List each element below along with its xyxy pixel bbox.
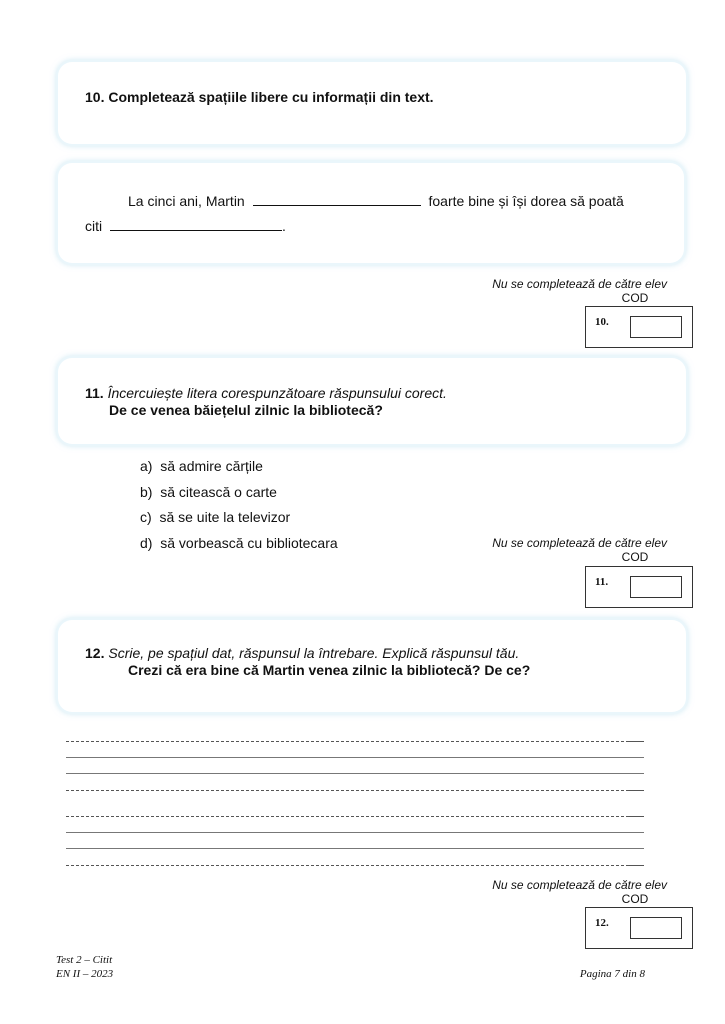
option-d[interactable] <box>140 535 338 551</box>
score-box-11-field[interactable] <box>630 576 682 598</box>
question-11-instruction: Încercuiește litera corespunzătoare răspunsului corect. <box>107 385 447 401</box>
question-10-sentence-part2: foarte bine și își dorea să poată <box>428 193 624 209</box>
answer-line-8[interactable] <box>66 865 644 866</box>
question-10-number: 10. <box>85 89 105 105</box>
grading-note-12: Nu se completează de către elev <box>492 878 667 892</box>
grading-note-11: Nu se completează de către elev <box>492 536 667 550</box>
question-12-header <box>85 645 519 661</box>
option-b-text: să citească o carte <box>160 484 277 500</box>
question-10-sentence-line2 <box>85 216 286 234</box>
grading-cod-12: COD <box>621 892 649 906</box>
question-10-title <box>85 89 434 105</box>
option-b-letter[interactable]: b) <box>140 484 153 500</box>
question-12-question: Crezi că era bine că Martin venea zilnic la bibliotecă? De ce? <box>128 662 531 678</box>
answer-line-5[interactable] <box>66 816 644 817</box>
question-10-text-card <box>58 163 684 263</box>
question-10-sentence-line1 <box>128 191 656 209</box>
question-10-sentence-part3: citi <box>85 218 103 234</box>
score-box-11-label: 11. <box>595 576 609 588</box>
question-10-sentence-end: . <box>282 218 286 234</box>
answer-line-6[interactable] <box>66 832 644 833</box>
grading-note-10: Nu se completează de către elev <box>492 277 667 291</box>
grading-cod-11: COD <box>621 550 649 564</box>
footer-exam-name: EN II – 2023 <box>56 968 114 980</box>
answer-line-3[interactable] <box>66 773 644 774</box>
answer-line-7[interactable] <box>66 848 644 849</box>
question-12-instruction: Scrie, pe spațiul dat, răspunsul la întrebare. Explică răspunsul tău. <box>108 645 520 661</box>
score-box-12-label: 12. <box>595 917 609 929</box>
question-10-title-text: Completează spațiile libere cu informații din text. <box>108 89 434 105</box>
option-a-text: să admire cărțile <box>160 458 263 474</box>
score-box-11 <box>585 566 693 608</box>
question-10-blank-1[interactable] <box>253 191 421 206</box>
question-10-blank-2[interactable] <box>110 216 282 231</box>
score-box-12-field[interactable] <box>630 917 682 939</box>
question-10-sentence-part1: La cinci ani, Martin <box>128 193 245 209</box>
option-d-text: să vorbească cu bibliotecara <box>160 535 338 551</box>
answer-line-1[interactable] <box>66 741 644 742</box>
option-b[interactable] <box>140 484 277 500</box>
option-c-letter[interactable]: c) <box>140 509 152 525</box>
question-11-number: 11. <box>85 385 104 401</box>
option-a-letter[interactable]: a) <box>140 458 153 474</box>
question-12-number: 12. <box>85 645 105 661</box>
score-box-10 <box>585 306 693 348</box>
grading-cod-10: COD <box>621 291 649 305</box>
question-11-header <box>85 385 447 401</box>
footer-page-number: Pagina 7 din 8 <box>579 968 645 980</box>
score-box-10-field[interactable] <box>630 316 682 338</box>
score-box-10-label: 10. <box>595 316 609 328</box>
option-d-letter[interactable]: d) <box>140 535 153 551</box>
option-c-text: să se uite la televizor <box>159 509 291 525</box>
option-a[interactable] <box>140 458 263 474</box>
question-11-card <box>58 358 686 444</box>
answer-line-4[interactable] <box>66 790 644 791</box>
score-box-12 <box>585 907 693 949</box>
option-c[interactable] <box>140 509 290 525</box>
footer-test-name: Test 2 – Citit <box>56 954 113 966</box>
question-11-question: De ce venea băiețelul zilnic la bibliotecă? <box>109 402 383 418</box>
answer-line-2[interactable] <box>66 757 644 758</box>
